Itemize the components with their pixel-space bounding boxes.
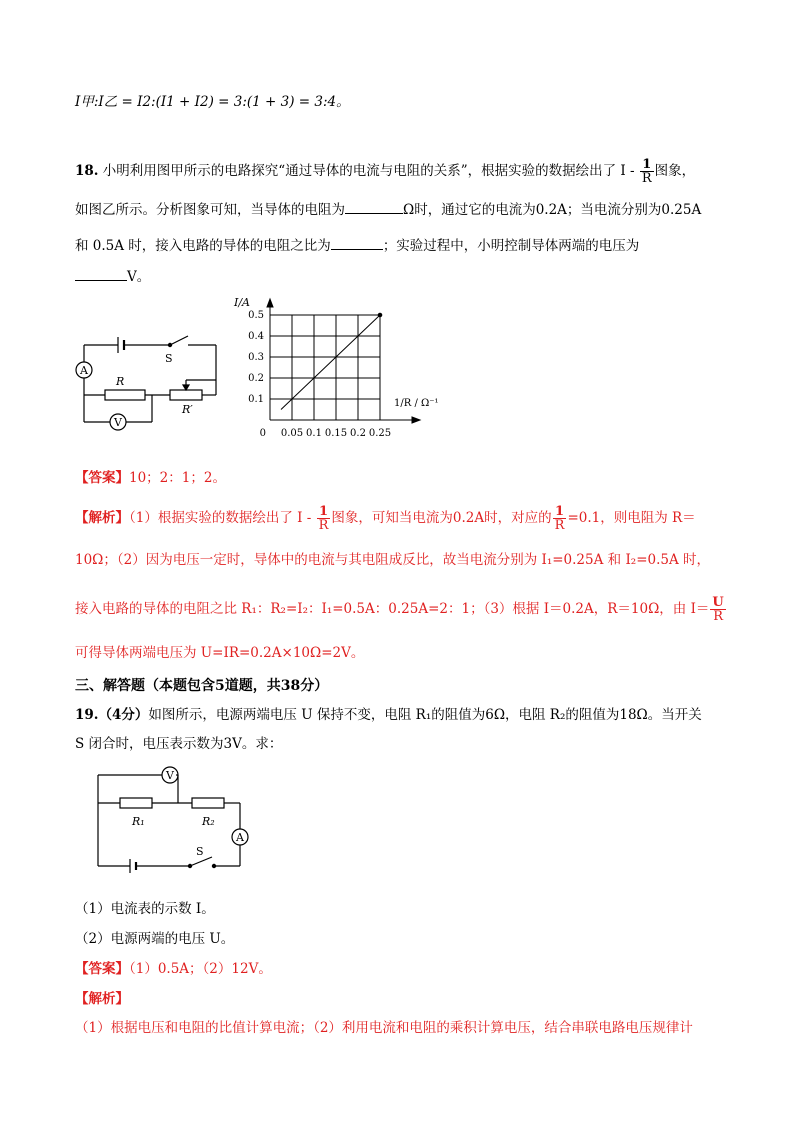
frac-num: 1 xyxy=(553,505,567,519)
analysis-label: 【解析】 xyxy=(75,510,129,526)
x-tick-label: 0 xyxy=(259,428,266,439)
q18-fraction xyxy=(640,158,654,185)
blank-2[interactable] xyxy=(331,235,383,250)
q19-number: 19. xyxy=(75,707,99,723)
analysis-frac-2 xyxy=(553,505,567,532)
analysis-l1c: =0.1，则电阻为 R＝ xyxy=(567,510,696,526)
q18-line3b: ；实验过程中，小明控制导体两端的电压为 xyxy=(382,238,640,254)
switch-lever xyxy=(170,336,188,345)
frac-den: R xyxy=(713,609,723,624)
q19-line1-text: 如图所示，电源两端电压 U 保持不变，电阻 R₁的阻值为6Ω，电阻 R₂的阻值为18Ω。当开关 xyxy=(148,707,702,723)
frac-den: R xyxy=(554,518,565,533)
rheostat xyxy=(170,390,202,400)
q18-line2b: Ω时，通过它的电流为0.2A；当电流分别为0.25A xyxy=(403,202,702,218)
q18-line1-after: 图象， xyxy=(654,163,696,179)
blank-3[interactable] xyxy=(75,266,127,281)
q19-r2 xyxy=(192,798,224,808)
q18-line1-text: 小明利用图甲所示的电路探究“通过导体的电流与电阻的关系”，根据实验的数据绘出了 I - xyxy=(102,163,635,179)
frac-num: 1 xyxy=(317,505,331,519)
top-formula: I甲:I乙 = I2:(I1 + I2) = 3:(1 + 3) = 3:4。 xyxy=(75,94,350,110)
q19-analysis-line1: （1）根据电压和电阻的比值计算电流；（2）利用电流和电阻的乘积计算电压，结合串联电路电压规律计 xyxy=(75,1020,693,1036)
q18-line4 xyxy=(75,266,150,287)
series-line xyxy=(281,315,380,410)
q18-analysis-line3 xyxy=(75,596,727,623)
q18-line2a: 如图乙所示。分析图象可知，当导体的电阻为 xyxy=(75,202,345,218)
voltmeter-label: V xyxy=(114,416,122,429)
series-end-point xyxy=(378,313,382,317)
frac-den: R xyxy=(318,518,329,533)
q19-line1 xyxy=(75,705,702,725)
q18-analysis-line1 xyxy=(75,505,696,532)
rheostat-label: R′ xyxy=(182,403,193,416)
frac-den: R xyxy=(641,171,652,186)
x-axis-arrow xyxy=(412,417,420,423)
q19-score: （4分） xyxy=(98,707,149,723)
frac-num: 1 xyxy=(640,158,654,172)
q18-line3 xyxy=(75,235,639,256)
q19-r1-label: R₁ xyxy=(132,815,145,828)
graph-xlabel: 1/R / Ω⁻¹ xyxy=(394,398,439,409)
q19-answer xyxy=(75,959,272,979)
y-tick-label: 0.4 xyxy=(248,331,264,342)
q19-sub1: （1）电流表的示数 I。 xyxy=(75,901,215,917)
resistor-label: R xyxy=(116,375,125,388)
q18-number: 18. xyxy=(75,163,99,179)
q18-line2 xyxy=(75,199,701,220)
y-tick-label: 0.5 xyxy=(248,310,264,321)
analysis-l3a: 接入电路的导体的电阻之比 R₁：R₂=I₂：I₁=0.5A：0.25A=2：1；（3）根据 I＝0.2A，R＝10Ω，由 I＝ xyxy=(75,601,710,617)
q18-line4b: V。 xyxy=(127,269,151,285)
q19-analysis-label: 【解析】 xyxy=(75,991,129,1007)
q18-analysis-line4: 可得导体两端电压为 U=IR=0.2A×10Ω=2V。 xyxy=(75,645,365,661)
graph-ylabel: I/A xyxy=(234,296,250,309)
answer-text: 10；2：1；2。 xyxy=(129,470,226,486)
analysis-l1a: （1）根据实验的数据绘出了 I - xyxy=(129,510,312,526)
switch-label: S xyxy=(165,352,173,365)
y-tick-label: 0.2 xyxy=(248,373,264,384)
q18-analysis-line2: 10Ω；（2）因为电压一定时，导体中的电流与其电阻成反比，故当电流分别为 I₁=0.25A 和 I₂=0.5A 时， xyxy=(75,552,711,568)
analysis-l1b: 图象，可知当电流为0.2A时，对应的 xyxy=(331,510,552,526)
answer-label: 【答案】 xyxy=(75,470,129,486)
q18-line3a: 和 0.5A 时，接入电路的导体的电阻之比为 xyxy=(75,238,331,254)
section-3-title: 三、解答题（本题包含5道题，共38分） xyxy=(75,678,329,694)
x-tick-label: 0.2 xyxy=(350,428,366,439)
q19-circuit xyxy=(88,763,263,878)
q19-sub2: （2）电源两端的电压 U。 xyxy=(75,931,235,947)
q19-switch-label: S xyxy=(196,845,204,858)
q18-graph xyxy=(228,290,439,450)
resistor-r xyxy=(105,390,145,400)
q19-voltmeter-label: V xyxy=(166,769,174,782)
analysis-frac-3 xyxy=(710,596,725,623)
x-tick-label: 0.25 xyxy=(368,428,392,439)
y-axis-arrow xyxy=(267,299,273,307)
x-tick-label: 0.1 xyxy=(306,428,322,439)
x-tick-label: 0.15 xyxy=(324,428,348,439)
ammeter-label: A xyxy=(80,364,88,377)
q19-r1 xyxy=(120,798,152,808)
x-tick-label: 0.05 xyxy=(280,428,304,439)
q18-answer xyxy=(75,468,226,488)
q19-line2: S 闭合时，电压表示数为3V。求： xyxy=(75,736,283,752)
analysis-frac-1 xyxy=(317,505,331,532)
blank-1[interactable] xyxy=(345,199,403,214)
q19-answer-label: 【答案】 xyxy=(75,961,129,977)
q18-line1 xyxy=(75,158,695,185)
q19-r2-label: R₂ xyxy=(202,815,215,828)
y-tick-label: 0.1 xyxy=(248,394,264,405)
y-tick-label: 0.3 xyxy=(248,352,264,363)
q19-answer-text: （1）0.5A；（2）12V。 xyxy=(129,961,272,977)
frac-num-u: U xyxy=(712,595,724,610)
q18-circuit xyxy=(70,325,230,435)
q19-ammeter-label: A xyxy=(236,831,244,844)
